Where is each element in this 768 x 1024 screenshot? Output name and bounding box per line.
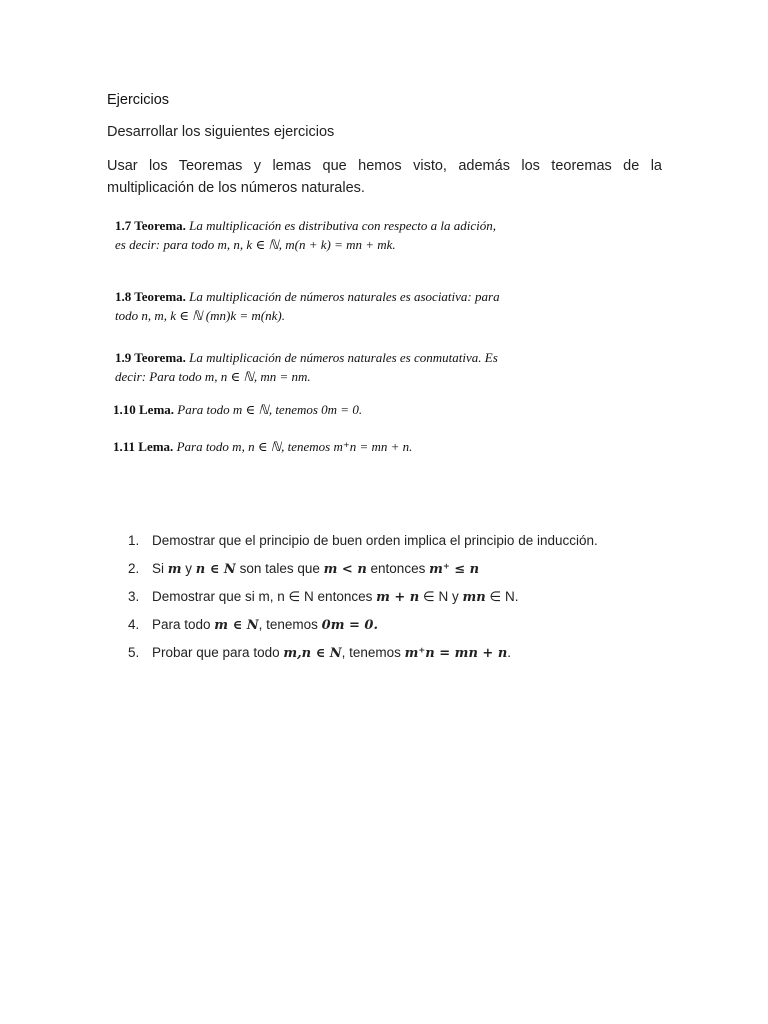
item-number: 3. — [128, 589, 140, 604]
theorem-text: La multiplicación es distributiva con respecto a la adición, — [189, 218, 496, 233]
lemma-text: Para todo m, n ∈ ℕ, tenemos m⁺n = mn + n. — [176, 439, 413, 454]
text-part: son tales que — [235, 561, 324, 576]
math-expression: mn — [462, 590, 486, 605]
text-part: ∈ N. — [485, 589, 519, 604]
lemma-text: Para todo m ∈ ℕ, tenemos 0m = 0. — [177, 402, 363, 417]
math-expression: m < n — [323, 562, 367, 577]
math-expression: m ∈ N — [214, 618, 259, 633]
item-text: Demostrar que el principio de buen orden implica el principio de inducción. — [152, 533, 598, 548]
theorem-text: decir: Para todo m, n ∈ ℕ, mn = nm. — [115, 369, 311, 384]
theorem-label: 1.9 Teorema. — [115, 350, 186, 365]
text-part: y — [181, 561, 196, 576]
text-part: Probar que para todo — [152, 645, 284, 660]
text-part: , tenemos — [258, 617, 322, 632]
math-expression: m,n ∈ N — [283, 646, 342, 661]
exercise-list — [128, 530, 688, 670]
item-number: 2. — [128, 561, 140, 576]
theorem-text: es decir: para todo m, n, k ∈ ℕ, m(n + k) = mn + mk. — [115, 237, 396, 252]
item-number: 5. — [128, 645, 140, 660]
page-subtitle: Desarrollar los siguientes ejercicios — [107, 124, 335, 140]
theorem-line — [115, 287, 615, 306]
math-expression: 0m = 0. — [321, 618, 378, 633]
list-item — [128, 642, 688, 670]
math-expression: m⁺ ≤ n — [429, 562, 480, 577]
text-part: entonces — [366, 561, 430, 576]
list-item — [128, 558, 688, 586]
text-part: Si — [152, 561, 168, 576]
text-part: . — [507, 645, 512, 660]
item-text — [152, 558, 479, 586]
item-text — [152, 614, 378, 642]
lemma-1-11 — [113, 437, 613, 456]
text-part: ∈ N y — [419, 589, 463, 604]
math-expression: m + n — [376, 590, 420, 605]
math-expression: n ∈ N — [195, 562, 236, 577]
item-number: 1. — [128, 533, 140, 548]
item-number: 4. — [128, 617, 140, 632]
math-expression: m⁺n = mn + n — [404, 646, 508, 661]
list-item — [128, 586, 688, 614]
list-item — [128, 530, 688, 558]
item-text — [152, 642, 511, 670]
theorem-label: 1.7 Teorema. — [115, 218, 186, 233]
theorem-line — [115, 348, 615, 367]
theorem-1-8 — [115, 287, 615, 325]
text-part: Demostrar que si m, n ∈ N entonces — [152, 589, 377, 604]
lemma-label: 1.11 Lema. — [113, 439, 174, 454]
theorem-label: 1.8 Teorema. — [115, 289, 186, 304]
text-part: Para todo — [152, 617, 215, 632]
theorem-1-9 — [115, 348, 615, 386]
theorem-text: La multiplicación de números naturales es conmutativa. Es — [189, 350, 498, 365]
lemma-1-10 — [113, 400, 613, 419]
theorem-text: La multiplicación de números naturales es asociativa: para — [189, 289, 500, 304]
page-heading: Ejercicios — [107, 92, 170, 108]
text-part: , tenemos — [341, 645, 405, 660]
theorem-text: todo n, m, k ∈ ℕ (mn)k = m(nk). — [115, 308, 285, 323]
lemma-label: 1.10 Lema. — [113, 402, 175, 417]
intro-paragraph: Usar los Teoremas y lemas que hemos visto, además los teoremas de la multiplicación de los números naturales. — [107, 158, 662, 196]
math-expression: m — [167, 562, 182, 577]
theorem-1-7 — [115, 216, 615, 254]
list-item — [128, 614, 688, 642]
item-text — [152, 586, 519, 614]
theorem-line — [115, 216, 615, 235]
